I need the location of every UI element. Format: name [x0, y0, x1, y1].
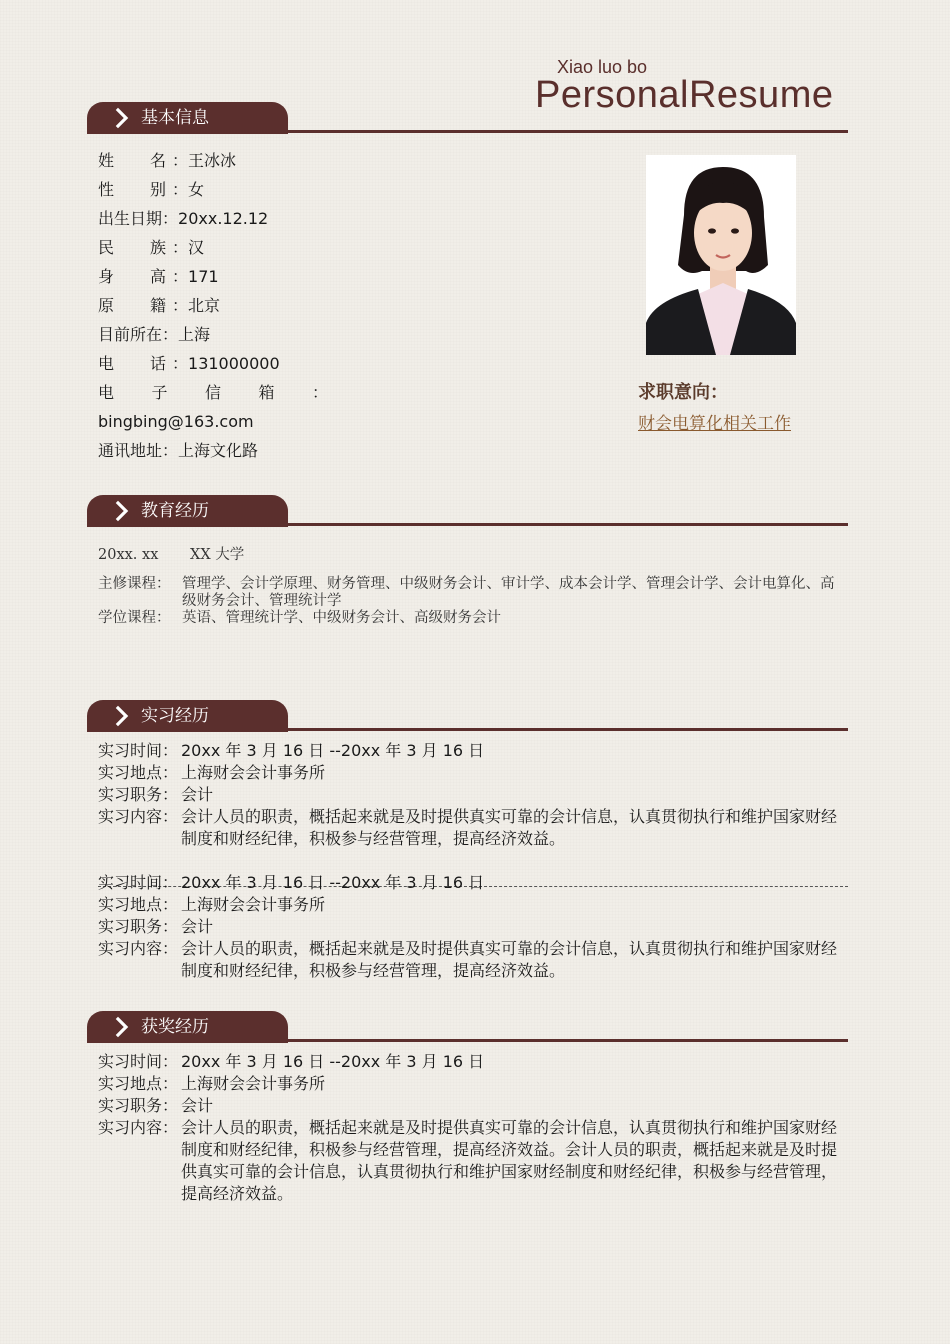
ethnic-value: 汉	[188, 238, 205, 257]
chevron-right-icon	[111, 1016, 133, 1038]
info-row-location: 目前所在：上海	[98, 325, 211, 344]
info-row-birth: 出生日期：20xx.12.12	[98, 209, 269, 228]
section-title: 实习经历	[141, 706, 209, 726]
internship-role: 会计	[181, 785, 214, 804]
internship-place: 上海财会会计事务所	[181, 763, 326, 782]
gender-value: 女	[188, 180, 205, 199]
section-basic-info	[87, 102, 848, 134]
info-row-gender: 性 别 ：女	[98, 180, 205, 199]
section-title: 基本信息	[141, 108, 209, 128]
info-row-name: 姓 名 ：王冰冰	[98, 151, 237, 170]
profile-photo	[646, 155, 796, 355]
header-title: PersonalResume	[535, 74, 834, 116]
origin-value: 北京	[188, 296, 221, 315]
section-awards	[87, 1011, 848, 1043]
location-value: 上海	[178, 325, 211, 344]
awards-entry: 实习时间： 20xx 年 3 月 16 日 --20xx 年 3 月 16 日 实习地点： 上海财会会计事务所 实习职务： 会计 实习内容： 会计人员的职责，概括起来就是及时提供真实可靠的会计信息，认真贯彻执行和维护国家财经制度和财经纪律，积极参与经营管理，提高经济效益。会计人员的职责，概括起来就是及时提供真实可靠的会计信息，认真贯彻执行和维护国家财经制度和财经纪律，积极参与经营管理，提高经济效益。	[98, 1051, 841, 1205]
info-row-ethnic: 民 族 ：汉	[98, 238, 205, 257]
info-row-height: 身 高 ：171	[98, 267, 219, 286]
header-subtitle: Xiao luo bo	[557, 57, 648, 77]
section-internship	[87, 700, 848, 732]
award-place: 上海财会会计事务所	[181, 1074, 326, 1093]
section-divider	[87, 523, 848, 526]
section-divider	[87, 1039, 848, 1042]
education-block	[98, 547, 844, 627]
internship-content: 会计人员的职责，概括起来就是及时提供真实可靠的会计信息，认真贯彻执行和维护国家财经制度和财经纪律，积极参与经营管理，提高经济效益。	[181, 807, 838, 848]
internship-entry-1: 实习时间： 20xx 年 3 月 16 日 --20xx 年 3 月 16 日 实习地点： 上海财会会计事务所 实习职务： 会计 实习内容： 会计人员的职责，概括起来就是及时提供真实可靠的会计信息，认真贯彻执行和维护国家财经制度和财经纪律，积极参与经营管理，提高经济效益。	[98, 740, 841, 850]
award-content: 会计人员的职责，概括起来就是及时提供真实可靠的会计信息，认真贯彻执行和维护国家财经制度和财经纪律，积极参与经营管理，提高经济效益。会计人员的职责，概括起来就是及时提供真实可靠的会计信息，认真贯彻执行和维护国家财经制度和财经纪律，积极参与经营管理，提高经济效益。	[181, 1118, 838, 1203]
email-value: bingbing@163.com	[98, 412, 254, 431]
height-value: 171	[188, 267, 219, 286]
education-date: 20xx. xx	[98, 547, 159, 563]
job-intent-title: 求职意向：	[638, 382, 728, 403]
info-row-email-label: 电 子 信 箱 ：	[98, 383, 328, 402]
info-row-email-value	[98, 407, 328, 436]
section-title: 教育经历	[141, 501, 209, 521]
education-major-value: 管理学、会计学原理、财务管理、中级财务会计、审计学、成本会计学、管理会计学、会计电算化、高级财务会计、管理统计学	[182, 576, 835, 609]
phone-value: 131000000	[188, 354, 280, 373]
avatar	[646, 155, 796, 355]
award-time: 20xx 年 3 月 16 日 --20xx 年 3 月 16 日	[181, 1052, 485, 1071]
chevron-right-icon	[111, 500, 133, 522]
education-major: 主修课程： 管理学、会计学原理、财务管理、中级财务会计、审计学、成本会计学、管理会计学、会计电算化、高级财务会计、管理统计学	[98, 576, 844, 610]
section-education	[87, 495, 848, 527]
info-row-address: 通讯地址：上海文化路	[98, 441, 259, 460]
label-colon: ：	[172, 151, 189, 170]
chevron-right-icon	[111, 107, 133, 129]
section-divider	[87, 130, 848, 133]
education-degree: 学位课程： 英语、管理统计学、中级财务会计、高级财务会计	[98, 610, 844, 627]
info-row-origin: 原 籍 ：北京	[98, 296, 221, 315]
internship-role: 会计	[181, 917, 214, 936]
internship-time: 20xx 年 3 月 16 日 --20xx 年 3 月 16 日	[181, 741, 485, 760]
birth-value: 20xx.12.12	[178, 209, 269, 228]
award-role: 会计	[181, 1096, 214, 1115]
basic-info-list	[98, 146, 328, 465]
address-value: 上海文化路	[178, 441, 259, 460]
education-degree-value: 英语、管理统计学、中级财务会计、高级财务会计	[182, 610, 501, 626]
education-school: XX 大学	[190, 547, 245, 563]
internship-entry-2: 实习时间： 20xx 年 3 月 16 日 --20xx 年 3 月 16 日 实习地点： 上海财会会计事务所 实习职务： 会计 实习内容： 会计人员的职责，概括起来就是及时提供真实可靠的会计信息，认真贯彻执行和维护国家财经制度和财经纪律，积极参与经营管理，提高经济效益。	[98, 872, 841, 982]
section-divider	[87, 728, 848, 731]
info-row-phone: 电 话 ：131000000	[98, 354, 280, 373]
internship-content: 会计人员的职责，概括起来就是及时提供真实可靠的会计信息，认真贯彻执行和维护国家财经制度和财经纪律，积极参与经营管理，提高经济效益。	[181, 939, 838, 980]
job-intent-value[interactable]: 财会电算化相关工作	[638, 414, 791, 434]
section-title: 获奖经历	[141, 1017, 209, 1037]
chevron-right-icon	[111, 705, 133, 727]
education-header	[98, 547, 844, 564]
internship-time: 20xx 年 3 月 16 日 --20xx 年 3 月 16 日	[181, 873, 485, 892]
internship-place: 上海财会会计事务所	[181, 895, 326, 914]
name-value: 王冰冰	[188, 151, 237, 170]
